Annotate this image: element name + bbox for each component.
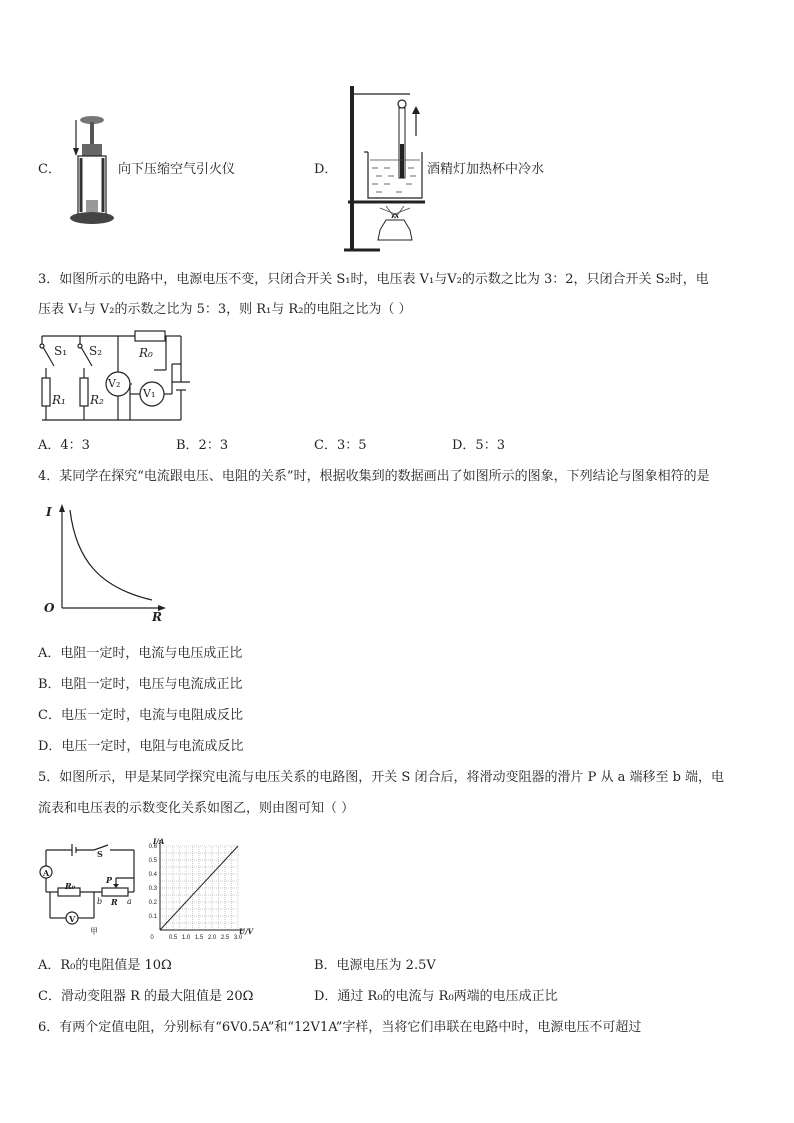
- option-d-caption: 酒精灯加热杯中冷水: [427, 162, 545, 177]
- y-tick-label: 0.1: [148, 914, 157, 920]
- q3-label-r0: R₀: [139, 346, 153, 360]
- q3-stem-line2: 压表 V₁与 V₂的示数之比为 5：3，则 R₁与 R₂的电阻之比为（ ）: [38, 302, 412, 317]
- air-compression-igniter-figure: [62, 110, 112, 230]
- q5-option-d: D．通过 R₀的电流与 R₀两端的电压成正比: [314, 989, 558, 1004]
- q3-label-v1: V₁: [143, 387, 156, 400]
- q4-i-r-graph: [40, 500, 170, 620]
- option-c-caption: 向下压缩空气引火仪: [118, 162, 236, 177]
- x-tick-label: 0.5: [168, 935, 178, 941]
- q3-option-b: B．2：3: [176, 438, 229, 453]
- q6-stem: 6．有两个定值电阻，分别标有“6V0.5A”和“12V1A”字样，当将它们串联在电路中时，电源电压不可超过: [38, 1020, 642, 1035]
- q4-axis-r: R: [152, 610, 162, 624]
- q4-option-b: B．电阻一定时，电压与电流成正比: [38, 677, 243, 692]
- x-tick-label: 2.5: [220, 935, 230, 941]
- y-tick-label: 0.3: [148, 886, 157, 892]
- q5-option-b: B．电源电压为 2.5V: [314, 958, 436, 973]
- x-tick-label: 0: [150, 935, 154, 941]
- q5-option-c: C．滑动变阻器 R 的最大阻值是 20Ω: [38, 989, 254, 1004]
- y-tick-label: 0.2: [148, 900, 157, 906]
- q3-option-d: D．5：3: [452, 438, 505, 453]
- q3-option-a: A．4：3: [38, 438, 90, 453]
- q5-label-p: P: [106, 875, 113, 885]
- q5-label-s: S: [97, 849, 103, 859]
- x-tick-label: 2.0: [207, 935, 217, 941]
- option-d-label: D．: [314, 162, 338, 177]
- q5-label-jia: 甲: [90, 927, 98, 936]
- y-tick-label: 0.5: [148, 858, 157, 864]
- q3-label-r1: R₁: [52, 393, 66, 407]
- alcohol-lamp-heating-figure: [340, 84, 425, 256]
- q3-label-r2: R₂: [90, 393, 104, 407]
- q3-label-v2: V₂: [108, 377, 121, 390]
- q4-option-a: A．电阻一定时，电流与电压成正比: [38, 646, 243, 661]
- option-c-label: C．: [38, 162, 61, 177]
- q5-axis-u: U/V: [239, 927, 254, 936]
- q4-option-d: D．电压一定时，电阻与电流成反比: [38, 739, 244, 754]
- q5-label-v-meter: V: [69, 914, 76, 924]
- y-tick-label: 0.4: [148, 872, 157, 878]
- x-tick-label: 3.0: [233, 935, 243, 941]
- q5-option-a: A．R₀的电阻值是 10Ω: [38, 958, 172, 973]
- y-tick-label: 0.6: [148, 844, 157, 850]
- x-tick-label: 1.5: [194, 935, 204, 941]
- x-tick-label: 1.0: [181, 935, 191, 941]
- q4-stem: 4．某同学在探究“电流跟电压、电阻的关系”时，根据收集到的数据画出了如图所示的图象，下列结论与图象相符的是: [38, 469, 710, 484]
- q5-label-b: b: [97, 897, 103, 906]
- q5-axis-i: I/A: [153, 837, 165, 846]
- q4-axis-i: I: [46, 505, 52, 519]
- q3-label-s2: S₂: [89, 344, 103, 358]
- q5-label-r0: R₀: [65, 881, 76, 891]
- q5-i-u-graph: [140, 836, 252, 946]
- q5-stem-line1: 5．如图所示，甲是某同学探究电流与电压关系的电路图，开关 S 闭合后，将滑动变阻器的滑片 P 从 a 端移至 b 端，电: [38, 770, 725, 785]
- q5-label-a-end: a: [127, 897, 132, 906]
- q5-label-r: R: [111, 897, 118, 907]
- q4-option-c: C．电压一定时，电流与电阻成反比: [38, 708, 243, 723]
- q5-circuit-diagram: [36, 842, 140, 934]
- q5-label-a-meter: A: [43, 868, 50, 878]
- q3-stem-line1: 3．如图所示的电路中，电源电压不变，只闭合开关 S₁时，电压表 V₁与V₂的示数之比为 3：2，只闭合开关 S₂时，电: [38, 272, 709, 287]
- q3-option-c: C．3：5: [314, 438, 367, 453]
- q5-stem-line2: 流表和电压表的示数变化关系如图乙，则由图可知（ ）: [38, 801, 355, 816]
- q4-origin: O: [44, 601, 55, 615]
- q3-label-s1: S₁: [54, 344, 68, 358]
